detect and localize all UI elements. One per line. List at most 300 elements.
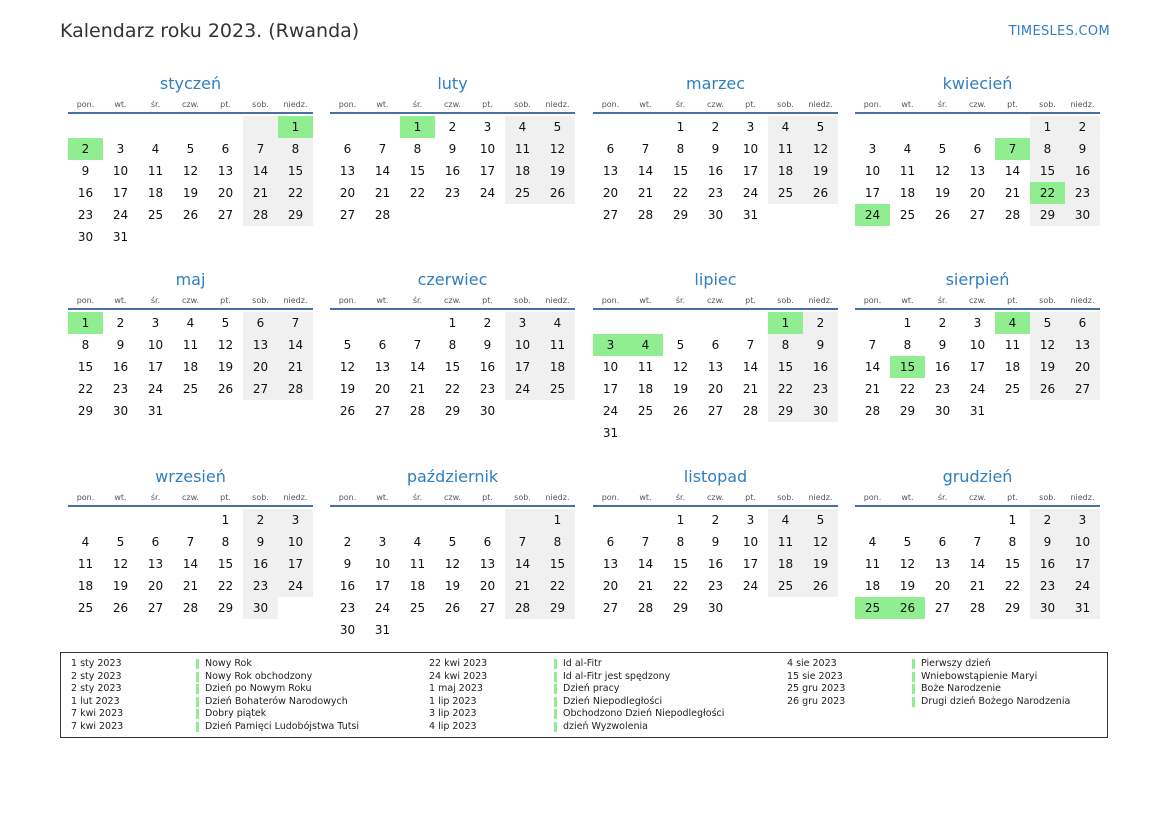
day-cell: 14 <box>1004 164 1021 178</box>
holiday-name: Dzień Pamięci Ludobójstwa Tutsi <box>205 720 360 732</box>
legend-row <box>429 721 724 734</box>
day-cell: 27 <box>934 601 951 615</box>
weekday-label: śr. <box>150 100 161 109</box>
day-cell: 24 <box>147 382 164 396</box>
day-cell: 5 <box>448 535 457 549</box>
day-cell: 1 <box>676 513 685 527</box>
holiday-marker <box>554 697 557 707</box>
month-name: sierpień <box>945 270 1010 289</box>
empty-cell <box>330 312 365 334</box>
day-cell: 22 <box>672 579 689 593</box>
empty-cell <box>103 509 138 531</box>
day-cell: 12 <box>339 360 356 374</box>
holiday-name: Obchodzono Dzień Niepodległości <box>563 708 725 720</box>
day-cell: 18 <box>505 160 540 182</box>
day-cell: 20 <box>1065 356 1100 378</box>
day-cell: 14 <box>505 553 540 575</box>
day-cell: 14 <box>742 360 759 374</box>
day-cell: 21 <box>637 579 654 593</box>
day-cell: 22 <box>768 378 803 400</box>
day-cell: 8 <box>676 142 685 156</box>
day-cell: 27 <box>479 601 496 615</box>
holiday-marker <box>196 672 199 682</box>
holiday-marker <box>196 659 199 669</box>
day-cell: 29 <box>672 601 689 615</box>
month-block <box>855 270 1100 422</box>
weekday-label: śr. <box>412 493 423 502</box>
holiday-name: Dzień pracy <box>563 683 620 695</box>
day-cell: 22 <box>1004 579 1021 593</box>
weekday-label: pt. <box>745 100 756 109</box>
day-cell: 27 <box>147 601 164 615</box>
day-cell: 3 <box>973 316 982 330</box>
day-cell: 4 <box>505 116 540 138</box>
day-cell: 17 <box>112 186 129 200</box>
day-grid <box>855 312 1100 422</box>
empty-cell <box>960 509 995 531</box>
weekday-label: pt. <box>220 100 231 109</box>
day-cell: 5 <box>186 142 195 156</box>
day-cell: 1 <box>1008 513 1017 527</box>
day-cell: 16 <box>707 557 724 571</box>
day-cell: 5 <box>116 535 125 549</box>
day-cell: 18 <box>864 579 881 593</box>
day-cell: 2 <box>711 120 720 134</box>
brand-link[interactable]: TIMESLES.COM <box>1008 24 1110 39</box>
day-cell: 26 <box>339 404 356 418</box>
empty-cell <box>103 116 138 138</box>
day-cell: 7 <box>746 338 755 352</box>
day-cell: 22 <box>672 186 689 200</box>
holiday-day: 15 <box>890 356 925 378</box>
weekday-label: sob. <box>514 493 531 502</box>
holiday-name: Wniebowstąpienie Maryi <box>921 670 1038 682</box>
day-cell: 17 <box>969 360 986 374</box>
day-cell: 20 <box>707 382 724 396</box>
weekday-label: pon. <box>338 100 357 109</box>
day-cell: 27 <box>1065 378 1100 400</box>
month-block <box>855 74 1100 226</box>
weekday-label: pt. <box>745 493 756 502</box>
weekday-label: śr. <box>937 100 948 109</box>
day-cell: 29 <box>540 597 575 619</box>
day-cell: 30 <box>1065 204 1100 226</box>
day-cell: 8 <box>768 334 803 356</box>
holiday-marker <box>196 709 199 719</box>
day-cell: 15 <box>1030 160 1065 182</box>
holiday-day: 4 <box>628 334 663 356</box>
day-cell: 12 <box>444 557 461 571</box>
day-grid <box>593 312 838 444</box>
day-cell: 4 <box>413 535 422 549</box>
day-cell: 23 <box>444 186 461 200</box>
weekday-label: pt. <box>220 296 231 305</box>
day-cell: 23 <box>77 208 94 222</box>
weekday-label: niedz. <box>545 493 570 502</box>
holiday-marker <box>912 659 915 669</box>
holiday-marker <box>554 722 557 732</box>
empty-cell <box>365 116 400 138</box>
day-cell: 8 <box>903 338 912 352</box>
day-cell: 11 <box>540 334 575 356</box>
day-cell: 12 <box>112 557 129 571</box>
holiday-date: 1 maj 2023 <box>429 683 483 695</box>
empty-cell <box>628 312 663 334</box>
day-cell: 24 <box>742 579 759 593</box>
day-cell: 19 <box>934 186 951 200</box>
month-block <box>330 270 575 422</box>
empty-cell <box>733 312 768 334</box>
day-cell: 26 <box>112 601 129 615</box>
holiday-name: Pierwszy dzień <box>921 658 991 669</box>
day-cell: 11 <box>899 164 916 178</box>
day-cell: 27 <box>602 601 619 615</box>
day-cell: 4 <box>186 316 195 330</box>
day-cell: 6 <box>606 142 615 156</box>
weekday-label: wt. <box>639 100 652 109</box>
weekday-label: pt. <box>220 493 231 502</box>
day-cell: 10 <box>112 164 129 178</box>
month-name: październik <box>406 467 499 486</box>
day-cell: 20 <box>602 579 619 593</box>
day-cell: 12 <box>217 338 234 352</box>
day-cell: 12 <box>182 164 199 178</box>
day-cell: 6 <box>938 535 947 549</box>
day-cell: 9 <box>116 338 125 352</box>
day-cell: 11 <box>182 338 199 352</box>
legend-row <box>787 696 1070 709</box>
day-cell: 30 <box>934 404 951 418</box>
day-cell: 18 <box>637 382 654 396</box>
day-cell: 17 <box>1065 553 1100 575</box>
day-cell: 21 <box>374 186 391 200</box>
weekday-header <box>330 98 575 114</box>
holiday-name: Boże Narodzenie <box>921 683 1001 695</box>
day-cell: 30 <box>707 208 724 222</box>
weekday-label: sob. <box>514 100 531 109</box>
month-name: listopad <box>683 467 748 486</box>
day-cell: 16 <box>112 360 129 374</box>
day-cell: 16 <box>444 164 461 178</box>
weekday-label: wt. <box>114 296 127 305</box>
holiday-name: Nowy Rok <box>205 658 252 669</box>
day-cell: 9 <box>483 338 492 352</box>
day-cell: 22 <box>77 382 94 396</box>
holiday-day: 25 <box>855 597 890 619</box>
day-cell: 6 <box>378 338 387 352</box>
day-cell: 30 <box>243 597 278 619</box>
day-cell: 19 <box>112 579 129 593</box>
day-cell: 25 <box>1004 382 1021 396</box>
day-cell: 3 <box>505 312 540 334</box>
day-cell: 16 <box>1065 160 1100 182</box>
day-cell: 16 <box>1030 553 1065 575</box>
day-cell: 21 <box>637 186 654 200</box>
day-cell: 4 <box>768 116 803 138</box>
day-grid <box>330 509 575 641</box>
empty-cell <box>855 509 890 531</box>
legend-column <box>787 658 1070 708</box>
day-cell: 15 <box>409 164 426 178</box>
day-cell: 27 <box>374 404 391 418</box>
day-cell: 2 <box>483 316 492 330</box>
empty-cell <box>400 509 435 531</box>
weekday-label: pon. <box>76 296 95 305</box>
weekday-label: pon. <box>338 493 357 502</box>
day-cell: 8 <box>81 338 90 352</box>
day-cell: 28 <box>278 378 313 400</box>
holiday-marker <box>554 672 557 682</box>
day-cell: 15 <box>217 557 234 571</box>
weekday-label: sob. <box>1039 493 1056 502</box>
day-cell: 11 <box>768 138 803 160</box>
empty-cell <box>138 116 173 138</box>
holiday-name: Dzień po Nowym Roku <box>205 683 312 695</box>
day-cell: 9 <box>803 334 838 356</box>
legend-row <box>429 671 724 684</box>
month-block <box>593 270 838 444</box>
weekday-label: śr. <box>150 296 161 305</box>
day-cell: 21 <box>409 382 426 396</box>
weekday-label: śr. <box>675 493 686 502</box>
day-cell: 2 <box>343 535 352 549</box>
day-cell: 9 <box>81 164 90 178</box>
holiday-date: 2 sty 2023 <box>71 683 122 695</box>
empty-cell <box>628 509 663 531</box>
day-cell: 11 <box>147 164 164 178</box>
day-cell: 28 <box>374 208 391 222</box>
holiday-date: 1 sty 2023 <box>71 658 122 669</box>
day-cell: 24 <box>602 404 619 418</box>
day-cell: 2 <box>116 316 125 330</box>
holiday-day: 4 <box>995 312 1030 334</box>
empty-cell <box>138 509 173 531</box>
day-cell: 4 <box>868 535 877 549</box>
day-cell: 10 <box>864 164 881 178</box>
day-grid <box>330 116 575 226</box>
day-cell: 14 <box>637 164 654 178</box>
weekday-label: śr. <box>150 493 161 502</box>
day-cell: 18 <box>768 160 803 182</box>
holiday-marker <box>912 684 915 694</box>
weekday-label: pon. <box>601 493 620 502</box>
day-cell: 19 <box>339 382 356 396</box>
weekday-label: śr. <box>675 100 686 109</box>
day-cell: 10 <box>147 338 164 352</box>
holiday-date: 1 lip 2023 <box>429 695 477 707</box>
day-cell: 24 <box>112 208 129 222</box>
day-cell: 13 <box>934 557 951 571</box>
day-cell: 21 <box>243 182 278 204</box>
day-cell: 16 <box>243 553 278 575</box>
day-cell: 17 <box>479 164 496 178</box>
month-block <box>593 467 838 619</box>
legend-row <box>71 683 359 696</box>
empty-cell <box>435 509 470 531</box>
day-cell: 29 <box>672 208 689 222</box>
day-cell: 14 <box>864 360 881 374</box>
day-cell: 23 <box>803 378 838 400</box>
empty-cell <box>925 116 960 138</box>
day-cell: 21 <box>864 382 881 396</box>
weekday-header <box>330 491 575 507</box>
weekday-header <box>593 294 838 310</box>
day-cell: 8 <box>540 531 575 553</box>
weekday-header <box>593 98 838 114</box>
day-cell: 19 <box>182 186 199 200</box>
month-block <box>330 467 575 641</box>
day-cell: 25 <box>768 182 803 204</box>
day-cell: 11 <box>637 360 654 374</box>
holiday-name: Dzień Bohaterów Narodowych <box>205 695 348 707</box>
day-cell: 28 <box>864 404 881 418</box>
day-cell: 5 <box>903 535 912 549</box>
day-cell: 25 <box>505 182 540 204</box>
day-cell: 26 <box>182 208 199 222</box>
empty-cell <box>698 312 733 334</box>
weekday-label: pon. <box>338 296 357 305</box>
empty-cell <box>628 116 663 138</box>
holiday-date: 24 kwi 2023 <box>429 670 488 682</box>
day-cell: 6 <box>606 535 615 549</box>
day-cell: 22 <box>409 186 426 200</box>
month-name: wrzesień <box>155 467 226 486</box>
weekday-label: czw. <box>182 296 199 305</box>
weekday-label: sob. <box>1039 100 1056 109</box>
weekday-label: sob. <box>252 100 269 109</box>
day-cell: 24 <box>1065 575 1100 597</box>
weekday-label: niedz. <box>1070 493 1095 502</box>
day-cell: 23 <box>1030 575 1065 597</box>
day-cell: 15 <box>672 164 689 178</box>
day-cell: 14 <box>182 557 199 571</box>
holiday-date: 26 gru 2023 <box>787 695 846 707</box>
day-cell: 15 <box>444 360 461 374</box>
day-cell: 11 <box>768 531 803 553</box>
day-cell: 7 <box>378 142 387 156</box>
holiday-name: Id al-Fitr jest spędzony <box>563 670 671 682</box>
day-cell: 2 <box>711 513 720 527</box>
day-cell: 9 <box>1065 138 1100 160</box>
empty-cell <box>890 116 925 138</box>
empty-cell <box>855 312 890 334</box>
day-cell: 11 <box>1004 338 1021 352</box>
day-cell: 3 <box>151 316 160 330</box>
holiday-marker <box>554 684 557 694</box>
weekday-label: czw. <box>707 100 724 109</box>
day-cell: 31 <box>969 404 986 418</box>
day-cell: 6 <box>243 312 278 334</box>
day-cell: 22 <box>278 182 313 204</box>
day-cell: 31 <box>374 623 391 637</box>
legend-column <box>429 658 724 734</box>
day-cell: 9 <box>343 557 352 571</box>
day-cell: 22 <box>444 382 461 396</box>
empty-cell <box>68 509 103 531</box>
weekday-label: sob. <box>514 296 531 305</box>
day-cell: 8 <box>278 138 313 160</box>
day-cell: 24 <box>374 601 391 615</box>
weekday-header <box>855 491 1100 507</box>
day-cell: 20 <box>374 382 391 396</box>
day-cell: 23 <box>243 575 278 597</box>
day-grid <box>593 509 838 619</box>
day-cell: 23 <box>1065 182 1100 204</box>
day-cell: 1 <box>221 513 230 527</box>
holiday-marker <box>196 684 199 694</box>
empty-cell <box>960 116 995 138</box>
day-cell: 10 <box>374 557 391 571</box>
day-cell: 28 <box>637 208 654 222</box>
day-cell: 17 <box>742 557 759 571</box>
day-cell: 10 <box>742 535 759 549</box>
empty-cell <box>925 509 960 531</box>
day-cell: 18 <box>147 186 164 200</box>
weekday-label: wt. <box>639 296 652 305</box>
holiday-day: 26 <box>890 597 925 619</box>
holiday-name: Dzień Niepodległości <box>563 695 663 707</box>
day-cell: 24 <box>505 378 540 400</box>
day-cell: 12 <box>803 138 838 160</box>
day-cell: 30 <box>77 230 94 244</box>
weekday-label: niedz. <box>283 493 308 502</box>
legend-row <box>429 708 724 721</box>
month-block <box>330 74 575 226</box>
day-cell: 29 <box>278 204 313 226</box>
day-cell: 31 <box>112 230 129 244</box>
day-cell: 13 <box>243 334 278 356</box>
holiday-date: 25 gru 2023 <box>787 683 846 695</box>
day-cell: 6 <box>343 142 352 156</box>
day-cell: 11 <box>864 557 881 571</box>
day-cell: 21 <box>742 382 759 396</box>
weekday-label: niedz. <box>283 100 308 109</box>
legend-row <box>71 658 359 671</box>
holiday-date: 22 kwi 2023 <box>429 658 488 669</box>
month-name: marzec <box>685 74 745 93</box>
day-cell: 5 <box>803 116 838 138</box>
day-cell: 23 <box>934 382 951 396</box>
day-cell: 26 <box>1030 378 1065 400</box>
day-cell: 2 <box>1065 116 1100 138</box>
day-cell: 26 <box>803 182 838 204</box>
month-name: kwiecień <box>942 74 1013 93</box>
holiday-date: 7 kwi 2023 <box>71 708 124 720</box>
weekday-label: wt. <box>376 493 389 502</box>
day-cell: 5 <box>343 338 352 352</box>
weekday-label: pon. <box>601 100 620 109</box>
day-cell: 27 <box>217 208 234 222</box>
day-cell: 5 <box>803 509 838 531</box>
holiday-day: 24 <box>855 204 890 226</box>
weekday-label: czw. <box>707 493 724 502</box>
day-cell: 14 <box>374 164 391 178</box>
empty-cell <box>855 116 890 138</box>
weekday-label: pon. <box>863 493 882 502</box>
day-cell: 19 <box>803 160 838 182</box>
weekday-label: czw. <box>969 493 986 502</box>
day-cell: 10 <box>969 338 986 352</box>
day-cell: 14 <box>243 160 278 182</box>
holiday-date: 4 lip 2023 <box>429 720 477 732</box>
day-cell: 30 <box>339 623 356 637</box>
weekday-label: pon. <box>601 296 620 305</box>
weekday-label: wt. <box>639 493 652 502</box>
day-cell: 5 <box>221 316 230 330</box>
day-cell: 19 <box>444 579 461 593</box>
holiday-day: 1 <box>68 312 103 334</box>
day-cell: 12 <box>540 138 575 160</box>
